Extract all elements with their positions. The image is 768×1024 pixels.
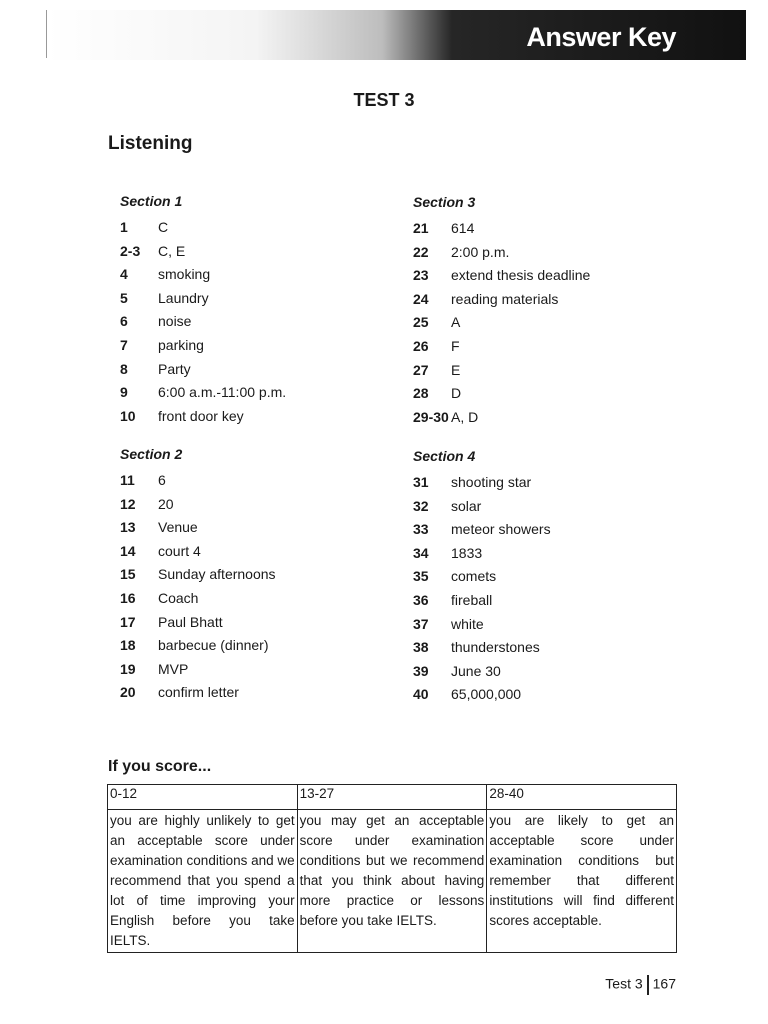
answer-text: meteor showers — [451, 521, 551, 538]
answer-text: smoking — [158, 266, 211, 283]
question-number: 35 — [413, 568, 429, 585]
answer-row — [413, 542, 673, 566]
answer-row — [413, 565, 673, 589]
answer-row — [120, 287, 380, 311]
section-4-column — [413, 445, 673, 707]
answer-row — [413, 217, 673, 241]
answer-text: Coach — [158, 589, 199, 606]
score-advice-cell: you are highly unlikely to get an acceptable score under examination conditions and we recommend that you spend a lot of time improving your English before you take IELTS. — [108, 810, 298, 953]
footer-label: Test 3 — [605, 975, 643, 992]
answer-row — [120, 611, 380, 635]
question-number: 1 — [120, 219, 128, 235]
question-number: 15 — [120, 566, 136, 583]
answer-row — [120, 405, 380, 429]
answer-text: noise — [158, 313, 192, 330]
answer-text: C — [158, 219, 169, 235]
answer-row — [413, 382, 673, 406]
answer-text: fireball — [451, 591, 493, 608]
answer-row — [120, 493, 380, 517]
score-range-cell: 0-12 — [108, 785, 298, 810]
question-number: 10 — [120, 407, 136, 424]
answer-text: thunderstones — [451, 639, 540, 656]
page-number: 167 — [652, 975, 676, 992]
answer-text: A, D — [451, 408, 479, 425]
score-range-cell: 28-40 — [487, 785, 677, 810]
answer-row — [413, 359, 673, 383]
listening-heading: Listening — [108, 133, 193, 154]
answer-row — [413, 311, 673, 335]
score-table-header-row — [108, 785, 677, 810]
question-number: 36 — [413, 591, 429, 608]
answer-row — [413, 589, 673, 613]
question-number: 18 — [120, 637, 136, 654]
header-band — [46, 10, 746, 60]
question-number: 13 — [120, 519, 136, 536]
section-2-column — [120, 443, 380, 705]
answer-text: 65,000,000 — [451, 686, 522, 703]
answer-text: comets — [451, 568, 497, 585]
section-title: Section 1 — [120, 193, 183, 209]
answer-row — [413, 406, 673, 430]
question-number: 2-3 — [120, 242, 141, 259]
answer-row — [120, 658, 380, 682]
answer-row — [120, 381, 380, 405]
question-number: 26 — [413, 337, 429, 354]
answer-row — [120, 216, 380, 240]
answer-text: E — [451, 361, 461, 378]
question-number: 32 — [413, 497, 429, 514]
answer-text: F — [451, 337, 460, 354]
answer-text: reading materials — [451, 290, 559, 307]
answer-row — [413, 288, 673, 312]
answer-text: extend thesis deadline — [451, 267, 591, 284]
answer-row — [413, 495, 673, 519]
answer-row — [120, 681, 380, 705]
answer-row — [413, 660, 673, 684]
answer-text: MVP — [158, 660, 189, 677]
answer-row — [413, 471, 673, 495]
question-number: 24 — [413, 290, 429, 307]
answer-text: court 4 — [158, 542, 201, 559]
answer-row — [413, 335, 673, 359]
answer-text: barbecue (dinner) — [158, 637, 269, 654]
question-number: 31 — [413, 474, 429, 490]
test-title: TEST 3 — [353, 90, 415, 110]
question-number: 12 — [120, 495, 136, 512]
answer-text: 1833 — [451, 544, 483, 561]
question-number: 19 — [120, 660, 136, 677]
answer-text: parking — [158, 336, 204, 353]
answer-row — [120, 516, 380, 540]
answer-text: C, E — [158, 242, 186, 259]
answer-text: Sunday afternoons — [158, 566, 276, 583]
answer-text: 614 — [451, 220, 475, 236]
score-range-cell: 13-27 — [297, 785, 487, 810]
answer-row — [120, 263, 380, 287]
question-number: 14 — [120, 542, 136, 559]
section-3-column — [413, 191, 673, 429]
question-number: 8 — [120, 360, 128, 377]
answer-text: June 30 — [451, 662, 501, 679]
answer-text: D — [451, 385, 462, 402]
header-title: Answer Key — [526, 22, 676, 52]
question-number: 38 — [413, 639, 429, 656]
question-number: 7 — [120, 336, 128, 353]
answer-text: Venue — [158, 519, 198, 536]
answer-text: 6 — [158, 472, 166, 488]
question-number: 27 — [413, 361, 429, 378]
question-number: 17 — [120, 613, 136, 630]
answer-row — [120, 634, 380, 658]
answer-text: solar — [451, 497, 482, 514]
score-table — [107, 784, 677, 953]
question-number: 20 — [120, 684, 136, 701]
section-title: Section 2 — [120, 446, 183, 462]
question-number: 29-30 — [413, 408, 449, 425]
answer-row — [413, 518, 673, 542]
question-number: 6 — [120, 313, 128, 330]
question-number: 21 — [413, 220, 429, 236]
answer-row — [120, 310, 380, 334]
answer-text: 2:00 p.m. — [451, 243, 510, 260]
answer-row — [413, 636, 673, 660]
question-number: 28 — [413, 385, 429, 402]
question-number: 39 — [413, 662, 429, 679]
answer-row — [120, 563, 380, 587]
answer-row — [120, 358, 380, 382]
answer-row — [413, 264, 673, 288]
score-heading: If you score... — [108, 758, 212, 775]
section-title: Section 3 — [413, 194, 476, 210]
answer-row — [120, 469, 380, 493]
question-number: 11 — [120, 472, 135, 488]
question-number: 40 — [413, 686, 429, 703]
section-1-column — [120, 190, 380, 428]
answer-row — [120, 587, 380, 611]
answer-text: Party — [158, 360, 191, 377]
page-footer — [605, 975, 676, 995]
question-number: 4 — [120, 266, 128, 283]
question-number: 23 — [413, 267, 429, 284]
score-table-body-row — [108, 810, 677, 953]
answer-text: Paul Bhatt — [158, 613, 223, 630]
answer-text: 20 — [158, 495, 174, 512]
question-number: 25 — [413, 314, 429, 331]
answer-text: A — [451, 314, 461, 331]
question-number: 16 — [120, 589, 136, 606]
answer-row — [413, 613, 673, 637]
answer-text: confirm letter — [158, 684, 239, 701]
question-number: 37 — [413, 615, 429, 632]
answer-text: 6:00 a.m.-11:00 p.m. — [158, 384, 287, 401]
question-number: 34 — [413, 544, 429, 561]
answer-text: Laundry — [158, 289, 209, 306]
score-advice-cell: you are likely to get an acceptable score under examination conditions but remember that different institutions will find different scores acceptable. — [487, 810, 677, 953]
question-number: 9 — [120, 384, 128, 401]
answer-text: white — [451, 615, 484, 632]
question-number: 5 — [120, 289, 128, 306]
answer-row — [413, 683, 673, 707]
header-edge-line — [46, 10, 47, 58]
question-number: 22 — [413, 243, 429, 260]
answer-text: front door key — [158, 407, 244, 424]
score-advice-cell: you may get an acceptable score under examination conditions but we recommend that you think about having more practice or lessons before you take IELTS. — [297, 810, 487, 953]
answer-text: shooting star — [451, 474, 532, 490]
question-number: 33 — [413, 521, 429, 538]
answer-row — [120, 540, 380, 564]
footer-divider — [647, 975, 649, 995]
answer-row — [413, 241, 673, 265]
answer-row — [120, 240, 380, 264]
answer-row — [120, 334, 380, 358]
section-title: Section 4 — [413, 448, 476, 464]
